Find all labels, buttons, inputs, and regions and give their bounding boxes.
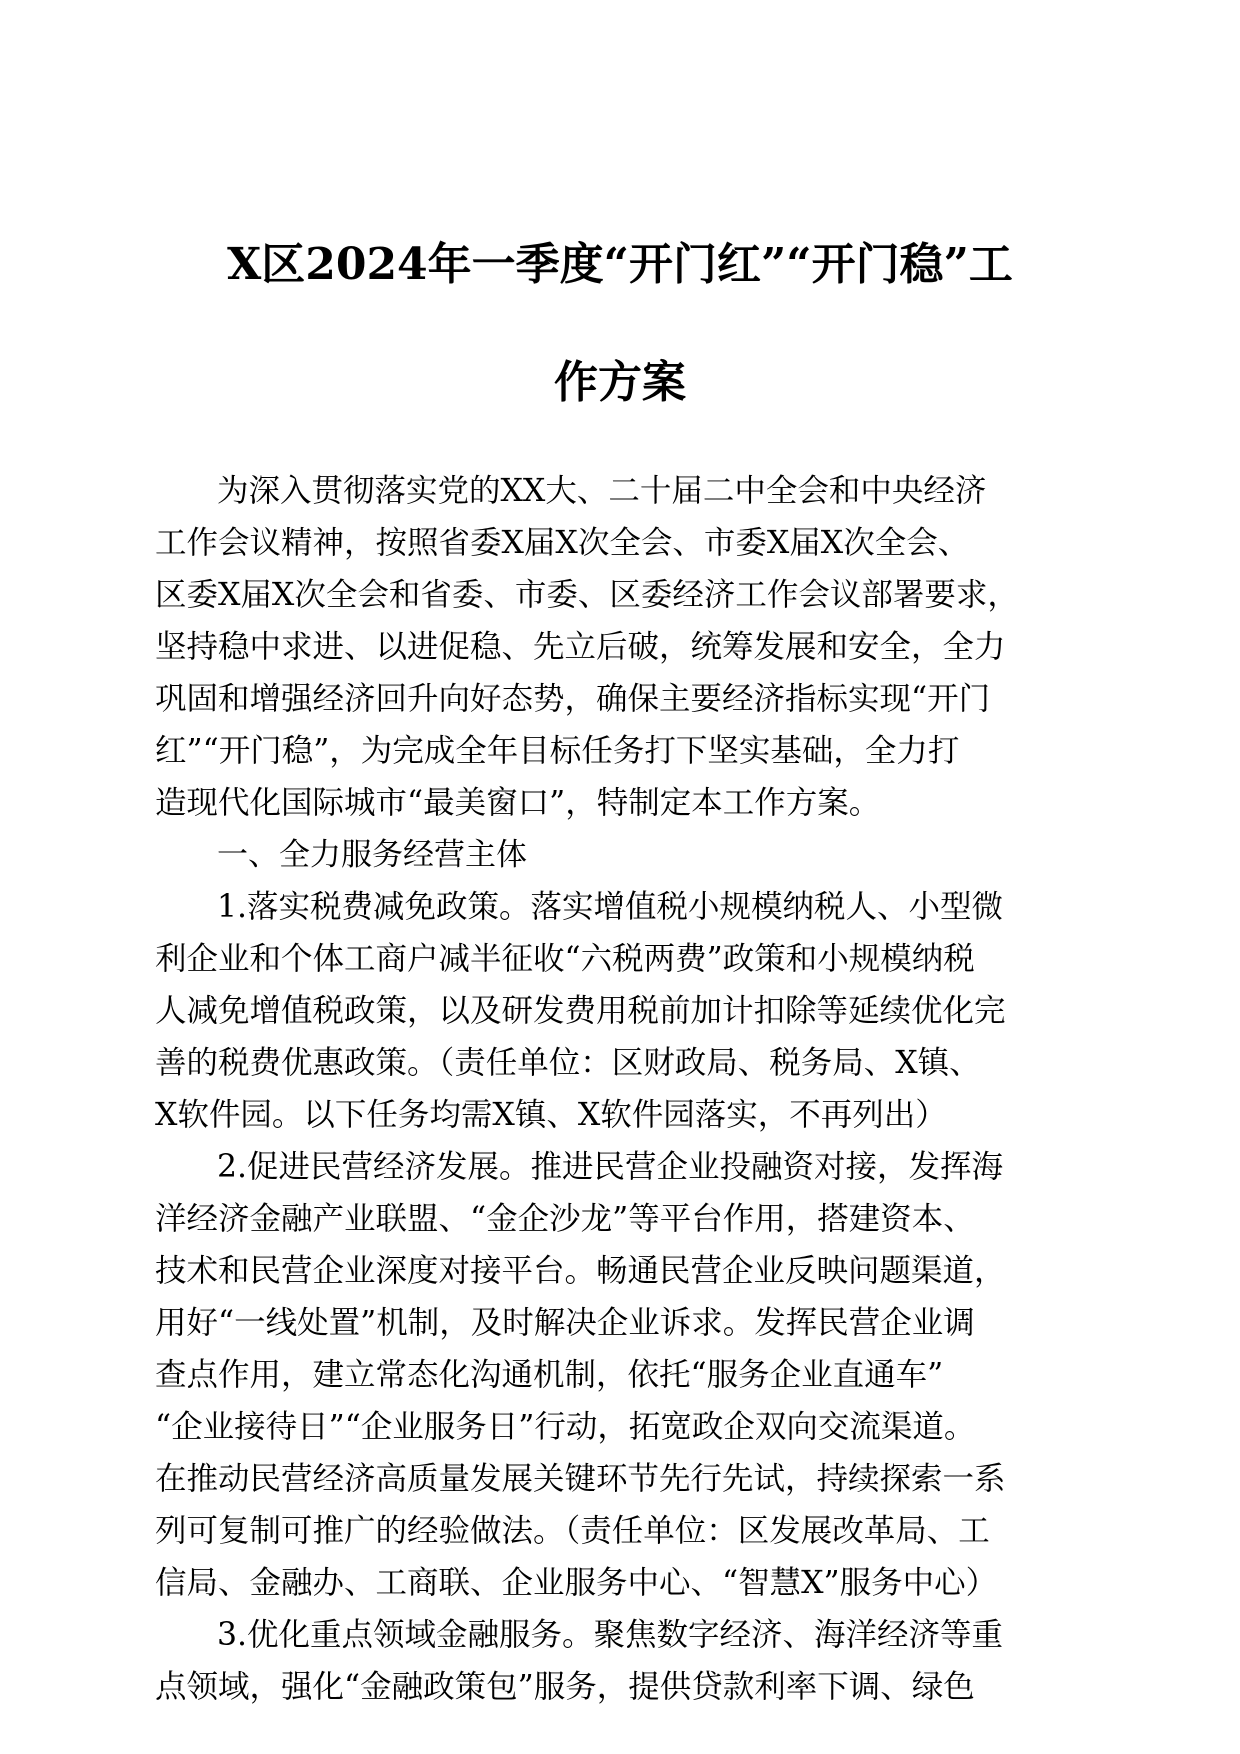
item-2-line: 信局、金融办、工商联、企业服务中心、“智慧X”服务中心） [155,1565,998,1601]
document-body [155,465,1085,1713]
item-2-line: 查点作用，建立常态化沟通机制，依托“服务企业直通车” [155,1357,944,1393]
preamble-line: 红”“开门稳”，为完成全年目标任务打下坚实基础，全力打 [155,733,960,769]
item-1-line: 1.落实税费减免政策。落实增值税小规模纳税人、小型微 [217,889,1004,925]
item-2-line: 2.促进民营经济发展。推进民营企业投融资对接，发挥海 [217,1149,1004,1185]
preamble-line: 巩固和增强经济回升向好态势，确保主要经济指标实现“开门 [155,681,991,717]
item-2-line: “企业接待日”“企业服务日”行动，拓宽政企双向交流渠道。 [155,1409,976,1445]
item-2-line: 洋经济金融产业联盟、“金企沙龙”等平台作用，搭建资本、 [155,1201,975,1237]
item-2-line: 用好“一线处置”机制，及时解决企业诉求。发挥民营企业调 [155,1305,975,1341]
preamble-line: 区委X届X次全会和省委、市委、区委经济工作会议部署要求， [155,577,1019,613]
preamble-line: 造现代化国际城市“最美窗口”，特制定本工作方案。 [155,785,881,821]
item-3-line: 3.优化重点领域金融服务。聚焦数字经济、海洋经济等重 [217,1617,1004,1653]
item-2-line: 列可复制可推广的经验做法。（责任单位：区发展改革局、工 [155,1513,990,1549]
preamble-line: 坚持稳中求进、以进促稳、先立后破，统筹发展和安全，全力 [155,629,1006,665]
item-2-line: 在推动民营经济高质量发展关键环节先行先试，持续探索一系 [155,1461,1006,1497]
item-1-line: X软件园。以下任务均需X镇、X软件园落实，不再列出） [155,1097,947,1133]
item-2-line: 技术和民营企业深度对接平台。畅通民营企业反映问题渠道， [155,1253,1006,1289]
document-title-line-2: 作方案 [554,357,686,408]
preamble-line: 为深入贯彻落实党的XX大、二十届二中全会和中央经济 [217,473,987,509]
document-title-line-1: X区2024年一季度“开门红”“开门稳”工 [227,239,1013,290]
item-3-line: 点领域，强化“金融政策包”服务，提供贷款利率下调、绿色 [155,1669,975,1705]
section-heading: 一、全力服务经营主体 [217,837,527,873]
item-1-line: 善的税费优惠政策。（责任单位：区财政局、税务局、X镇、 [155,1045,981,1081]
item-1-line: 利企业和个体工商户减半征收“六税两费”政策和小规模纳税 [155,941,975,977]
item-1-line: 人减免增值税政策，以及研发费用税前加计扣除等延续优化完 [155,993,1006,1029]
preamble-line: 工作会议精神，按照省委X届X次全会、市委X届X次全会、 [155,525,970,561]
